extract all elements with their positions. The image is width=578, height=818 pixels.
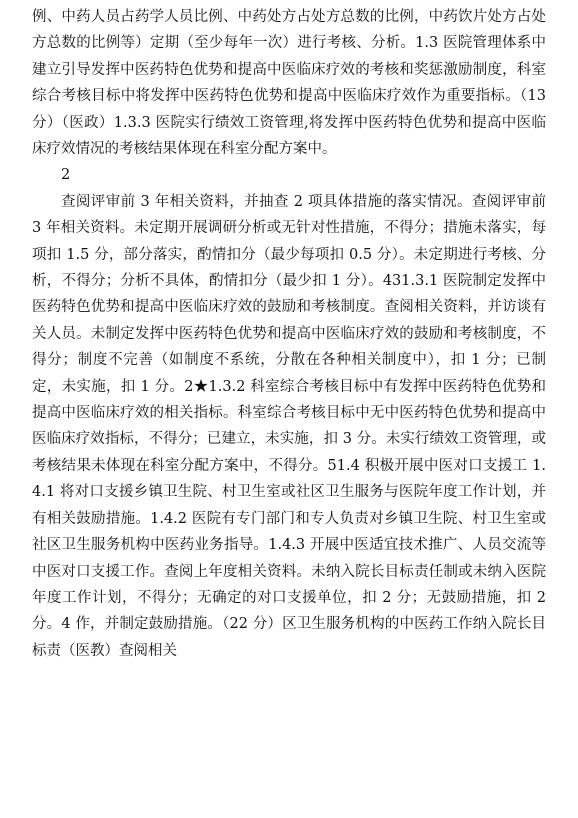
page-number: 2 <box>61 167 71 184</box>
paragraph-1: 例、中药人员占药学人员比例、中药处方占处方总数的比例，中药饮片处方占处方总数的比例等）定期（至少每年一次）进行考核、分析。1.3 医院管理体系中建立引导发挥中医药特色优势和提高中医临床疗效的考核和奖惩激励制度，科室综合考核目标中将发挥中医药特色优势和提高中医临床疗效作为重要指标。（13 分）（医政）1.3.3 医院实行绩效工资管理,将发挥中医药特色优势和提高中医临床疗效情况的考核结果体现在科室分配方案中。 <box>32 9 546 158</box>
paragraph-2: 查阅评审前 3 年相关资料，并抽查 2 项具体措施的落实情况。查阅评审前 3 年相关资料。未定期开展调研分析或无针对性措施，不得分；措施未落实，每项扣 1.5 分，部分落实，酌情扣分（最少每项扣 0.5 分）。未定期进行考核、分析，不得分；分析不具体，酌情扣分（最少扣 1 分）。431.3.1 医院制定发挥中医药特色优势和提高中医临床疗效的鼓励和考核制度。查阅相关资料，并访谈有关人员。未制定发挥中医药特色优势和提高中医临床疗效的鼓励和考核制度，不得分；制度不完善（如制度不系统，分散在各种相关制度中），扣 1 分；已制定，未实施，扣 1 分。2★1.3.2 科室综合考核目标中有发挥中医药特色优势和提高中医临床疗效的相关指标。科室综合考核目标中无中医药特色优势和提高中医临床疗效指标，不得分；已建立，未实施，扣 3 分。未实行绩效工资管理，或考核结果未体现在科室分配方案中，不得分。51.4 积极开展中医对口支援工 1.4.1 将对口支援乡镇卫生院、村卫生室或社区卫生服务与医院年度工作计划，并有相关鼓励措施。1.4.2 医院有专门部门和专人负责对乡镇卫生院、村卫生室或社区卫生服务机构中医药业务指导。1.4.3 开展中医适宜技术推广、人员交流等中医对口支援工作。查阅上年度相关资料。未纳入院长目标责任制或未纳入医院年度工作计划，不得分；无确定的对口支援单位，扣 2 分；无鼓励措施，扣 2 分。4 作，并制定鼓励措施。（22 分）区卫生服务机构的中医药工作纳入院长目标责（医教）查阅相关 <box>32 193 546 659</box>
document-page <box>32 4 546 664</box>
